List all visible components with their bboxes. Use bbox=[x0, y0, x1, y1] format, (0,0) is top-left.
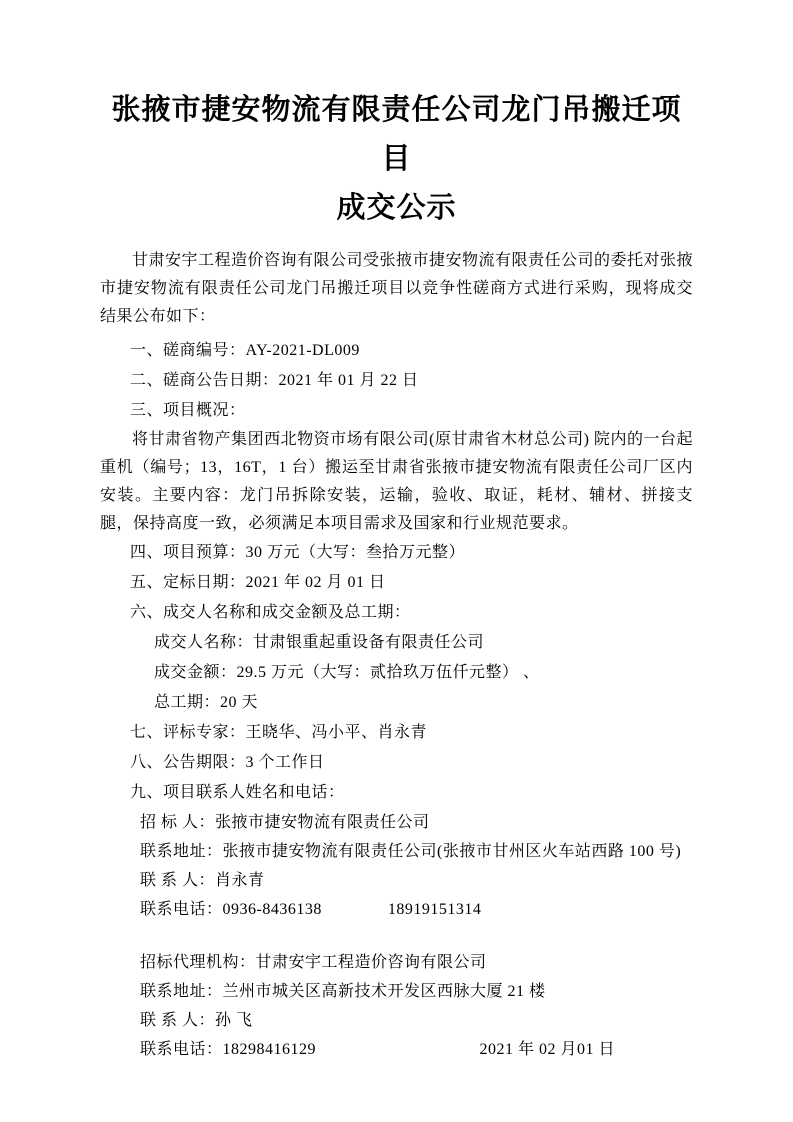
doc-line: 联系电话：0936-8436138 18919151314 bbox=[140, 901, 482, 918]
doc-line: 九、项目联系人姓名和电话： bbox=[130, 784, 345, 801]
doc-line: 五、定标日期：2021 年 02 月 01 日 bbox=[130, 574, 386, 591]
notice-date: 2021 年 02 月01 日 bbox=[479, 1041, 615, 1058]
doc-line: 招标代理机构：甘肃安宇工程造价咨询有限公司 bbox=[140, 954, 487, 971]
doc-line-split bbox=[100, 1035, 693, 1064]
doc-line: 甘肃安宇工程造价咨询有限公司受张掖市捷安物流有限责任公司的委托对张掖市捷安物流有限责任公司龙门吊搬迁项目以竞争性磋商方式进行采购，现将成交结果公布如下： bbox=[100, 252, 694, 325]
doc-line: 成交金额：29.5 万元（大写：贰拾玖万伍仟元整） 、 bbox=[154, 664, 540, 681]
doc-title-line2: 成交公示 bbox=[336, 192, 457, 224]
doc-line: 八、公告期限：3 个工作日 bbox=[130, 754, 325, 771]
doc-line: 七、评标专家：王晓华、冯小平、肖永青 bbox=[130, 724, 428, 741]
doc-line: 一、磋商编号：AY-2021-DL009 bbox=[130, 342, 360, 359]
doc-line: 联系地址：张掖市捷安物流有限责任公司(张掖市甘州区火车站西路 100 号) bbox=[140, 843, 682, 860]
doc-line: 将甘肃省物产集团西北物资市场有限公司(原甘肃省木材总公司) 院内的一台起重机（编号；13，16T，1 台）搬运至甘肃省张掖市捷安物流有限责任公司厂区内安装。主要内容：龙门吊拆除安装，运输，验收、取证，耗材、辅材、拼接支腿，保持高度一致，必须满足本项目需求及国家和行业规范要求。 bbox=[100, 431, 693, 532]
doc-line: 招 标 人：张掖市捷安物流有限责任公司 bbox=[140, 814, 430, 831]
doc-line: 联系地址：兰州市城关区高新技术开发区西脉大厦 21 楼 bbox=[140, 983, 546, 1000]
doc-line: 联 系 人：肖永青 bbox=[140, 872, 265, 889]
doc-line: 联 系 人：孙 飞 bbox=[140, 1012, 253, 1029]
doc-body bbox=[100, 247, 693, 1064]
blank-line bbox=[100, 924, 693, 948]
doc-line: 四、项目预算：30 万元（大写：叁拾万元整） bbox=[130, 544, 466, 561]
doc-line: 总工期：20 天 bbox=[154, 694, 259, 711]
doc-title-line1: 张掖市捷安物流有限责任公司龙门吊搬迁项目 bbox=[111, 94, 682, 175]
agency-phone: 联系电话：18298416129 bbox=[140, 1041, 317, 1058]
doc-line: 三、项目概况： bbox=[130, 402, 246, 419]
doc-line: 六、成交人名称和成交金额及总工期： bbox=[130, 604, 411, 621]
doc-line: 二、磋商公告日期：2021 年 01 月 22 日 bbox=[130, 372, 419, 389]
doc-line: 成交人名称：甘肃银重起重设备有限责任公司 bbox=[154, 634, 485, 651]
